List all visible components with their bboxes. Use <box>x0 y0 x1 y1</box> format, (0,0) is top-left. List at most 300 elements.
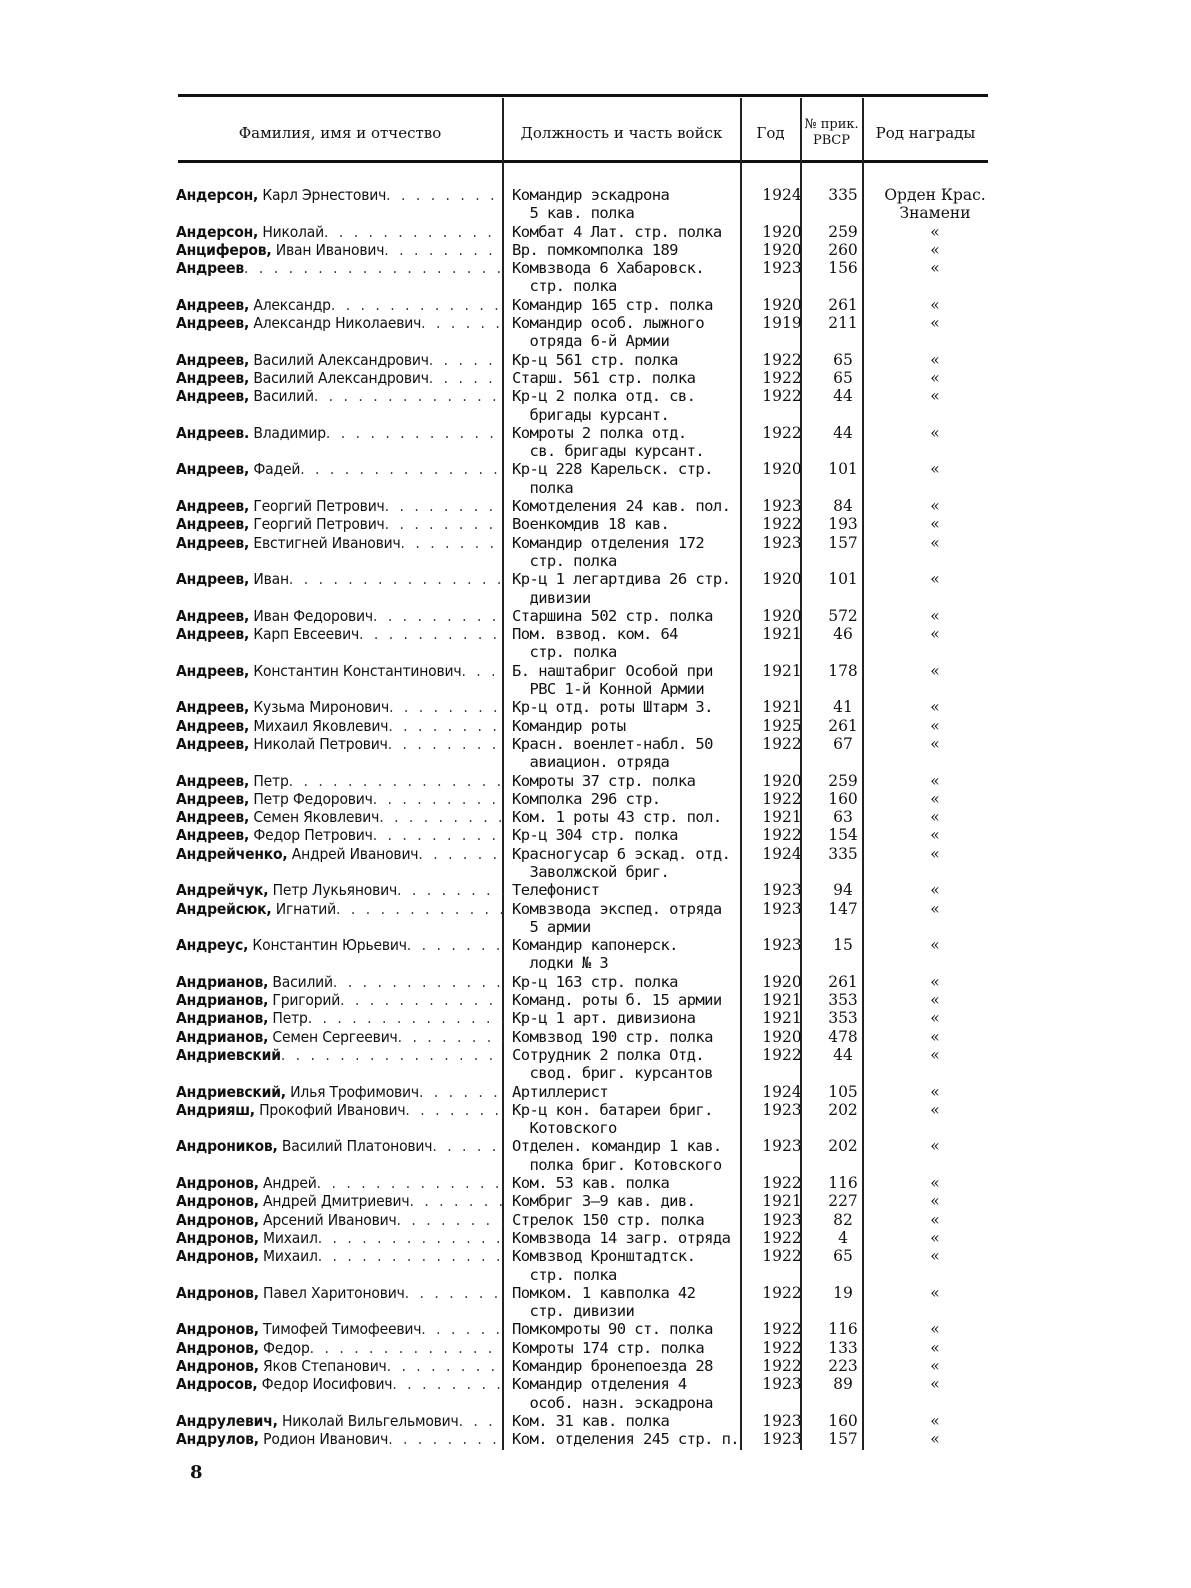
cell-award <box>874 351 996 369</box>
given-names: Федор <box>258 1338 310 1357</box>
cell-unit <box>504 1009 752 1027</box>
unit-line: Кр-ц 1 легартдива 26 стр. <box>512 570 731 589</box>
given-names: Николай <box>258 222 324 241</box>
header-unit: Должность и часть войск <box>520 124 723 142</box>
name-line <box>176 881 504 899</box>
leader-dots <box>331 296 504 314</box>
name-line <box>176 1412 504 1430</box>
cell-name <box>176 515 504 533</box>
page-number: 8 <box>190 1462 203 1483</box>
table-row <box>176 1375 996 1412</box>
surname: Андрияш, <box>176 1100 255 1119</box>
name-line <box>176 607 504 625</box>
table-row <box>176 662 996 699</box>
given-names: Василий <box>249 387 314 406</box>
unit-line: 5 кав. полка <box>512 204 635 223</box>
leader-dots <box>432 1137 504 1155</box>
surname: Андронов, <box>176 1247 259 1266</box>
table-row <box>176 369 996 387</box>
leader-dots <box>385 515 504 533</box>
cell-year: 1920 <box>762 295 802 314</box>
cell-unit <box>504 369 752 387</box>
unit-line: дивизии <box>512 588 591 607</box>
table-row <box>176 1430 996 1448</box>
unit-line: стр. полка <box>512 643 617 662</box>
cell-year: 1920 <box>762 606 802 625</box>
cell-award <box>874 1083 996 1101</box>
award-line: « <box>930 1338 940 1357</box>
award-line: « <box>930 899 940 918</box>
name-line <box>176 772 504 790</box>
cell-year: 1922 <box>762 734 802 753</box>
cell-unit <box>504 991 752 1009</box>
cell-award <box>874 241 996 259</box>
unit-line: Пом. взвод. ком. 64 <box>512 625 678 644</box>
leader-dots <box>281 1046 504 1064</box>
surname: Андреев. <box>176 423 250 442</box>
cell-order: 260 <box>828 240 858 259</box>
unit-line: Комвзвода экспед. отряда <box>512 899 722 918</box>
table-row <box>176 1229 996 1247</box>
cell-name <box>176 387 504 424</box>
cell-unit <box>504 1229 752 1247</box>
unit-line: Командир 165 стр. полка <box>512 295 713 314</box>
leader-dots <box>461 662 504 680</box>
name-line <box>176 534 504 552</box>
cell-year: 1922 <box>762 1357 802 1375</box>
unit-line: отряда 6-й Армии <box>512 332 670 351</box>
award-line: « <box>930 1430 940 1449</box>
cell-award <box>874 717 996 735</box>
award-line: « <box>930 1137 940 1156</box>
cell-name <box>176 1046 504 1083</box>
award-line: « <box>930 1082 940 1101</box>
table-row <box>176 1101 996 1138</box>
leader-dots <box>421 314 504 332</box>
unit-line: свод. бриг. курсантов <box>512 1064 713 1083</box>
cell-name <box>176 351 504 369</box>
award-line: « <box>930 515 940 534</box>
cell-year: 1920 <box>762 771 802 790</box>
table-row <box>176 1339 996 1357</box>
cell-order: 160 <box>828 1411 858 1430</box>
leader-dots <box>392 1375 504 1393</box>
cell-award <box>874 1009 996 1027</box>
name-line <box>176 1174 504 1192</box>
cell-year: 1922 <box>762 1338 802 1357</box>
cell-name <box>176 259 504 296</box>
leader-dots <box>373 826 504 844</box>
name-line <box>176 1430 504 1448</box>
table-row <box>176 607 996 625</box>
cell-award <box>874 790 996 808</box>
cell-name <box>176 570 504 607</box>
surname: Андреев, <box>176 533 250 552</box>
cell-unit <box>504 1192 752 1210</box>
cell-unit <box>504 772 752 790</box>
cell-unit <box>504 735 752 772</box>
cell-award <box>874 1357 996 1375</box>
cell-award <box>874 460 996 497</box>
header-order: № прик. РВСР <box>804 117 859 148</box>
surname: Андреев, <box>176 350 250 369</box>
award-line: « <box>930 259 940 278</box>
unit-line: Кр-ц отд. роты Штарм 3. <box>512 698 713 717</box>
surname: Андреев, <box>176 314 250 333</box>
cell-order: 116 <box>828 1320 858 1339</box>
table-row <box>176 314 996 351</box>
name-line <box>176 717 504 735</box>
unit-line: Комвзвод Кронштадтск. <box>512 1247 696 1266</box>
cell-name <box>176 1083 504 1101</box>
unit-line: Кр-ц 304 стр. полка <box>512 826 678 845</box>
table-row <box>176 515 996 533</box>
unit-line: Комбриг 3—9 кав. див. <box>512 1192 696 1211</box>
surname: Андронов, <box>176 1210 259 1229</box>
award-line: « <box>930 881 940 900</box>
cell-name <box>176 1430 504 1448</box>
cell-unit <box>504 1412 752 1430</box>
leader-dots <box>318 1229 504 1247</box>
cell-order: 94 <box>833 881 853 900</box>
award-line: « <box>930 808 940 827</box>
unit-line: стр. дивизии <box>512 1302 635 1321</box>
cell-unit <box>504 973 752 991</box>
award-line: « <box>930 698 940 717</box>
cell-name <box>176 698 504 716</box>
cell-order: 259 <box>828 771 858 790</box>
table-row <box>176 1174 996 1192</box>
given-names: Георгий Петрович <box>249 497 385 516</box>
cell-name <box>176 296 504 314</box>
cell-year: 1923 <box>762 1430 802 1449</box>
award-line: « <box>930 1174 940 1193</box>
surname: Андреев, <box>176 789 250 808</box>
cell-name <box>176 1412 504 1430</box>
given-names: Михаил <box>258 1247 318 1266</box>
given-names: Федор Петрович <box>249 826 373 845</box>
cell-name <box>176 424 504 461</box>
leader-dots <box>373 607 504 625</box>
cell-award <box>874 515 996 533</box>
leader-dots <box>359 625 504 643</box>
cell-unit <box>504 1247 752 1284</box>
cell-unit <box>504 1357 752 1375</box>
given-names: Карл Эрнестович <box>258 186 387 204</box>
surname: Андреев, <box>176 515 250 534</box>
leader-dots <box>379 808 504 826</box>
leader-dots <box>429 351 504 369</box>
name-line <box>176 1211 504 1229</box>
leader-dots <box>429 369 504 387</box>
given-names: Николай Вильгельмович <box>277 1411 459 1430</box>
leader-dots <box>333 973 504 991</box>
award-line: « <box>930 1027 940 1046</box>
leader-dots <box>387 1357 504 1375</box>
cell-order: 335 <box>828 844 858 863</box>
name-line <box>176 259 504 277</box>
cell-award <box>874 570 996 607</box>
name-line <box>176 1137 504 1155</box>
table-row <box>176 625 996 662</box>
cell-unit <box>504 570 752 607</box>
cell-order: 63 <box>833 808 853 827</box>
given-names: Прокофий Иванович <box>254 1100 406 1119</box>
surname: Андрианов, <box>176 991 269 1010</box>
cell-year: 1924 <box>762 1082 802 1101</box>
leader-dots <box>398 1028 504 1046</box>
award-line: « <box>930 1375 940 1394</box>
cell-unit <box>504 826 752 844</box>
cell-name <box>176 223 504 241</box>
unit-line: стр. полка <box>512 277 617 296</box>
cell-order: 44 <box>833 423 853 442</box>
cell-unit <box>504 607 752 625</box>
award-line: « <box>930 844 940 863</box>
cell-unit <box>504 1339 752 1357</box>
unit-line: Комбат 4 Лат. стр. полка <box>512 222 722 241</box>
name-line <box>176 991 504 1009</box>
cell-unit <box>504 1320 752 1338</box>
award-line: « <box>930 716 940 735</box>
leader-dots <box>418 845 504 863</box>
unit-line: Ком. 1 роты 43 стр. пол. <box>512 808 722 827</box>
surname: Андреев, <box>176 826 250 845</box>
cell-award <box>874 497 996 515</box>
cell-year: 1921 <box>762 991 802 1010</box>
surname: Андерсон, <box>176 222 259 241</box>
leader-dots <box>310 1339 504 1357</box>
unit-line: Комполка 296 стр. <box>512 789 661 808</box>
surname: Андреев, <box>176 771 250 790</box>
cell-year: 1920 <box>762 240 802 259</box>
table-row <box>176 387 996 424</box>
cell-unit <box>504 259 752 296</box>
surname: Андреев, <box>176 368 250 387</box>
award-line: « <box>930 570 940 589</box>
cell-award <box>874 973 996 991</box>
leader-dots <box>409 1192 504 1210</box>
surname: Андреев, <box>176 716 250 735</box>
award-line: « <box>930 1210 940 1229</box>
cell-year: 1924 <box>762 186 802 204</box>
cell-award <box>874 1192 996 1210</box>
name-line <box>176 369 504 387</box>
cell-order: 44 <box>833 1045 853 1064</box>
cell-award <box>874 1412 996 1430</box>
name-line <box>176 1192 504 1210</box>
award-line: « <box>930 423 940 442</box>
unit-line: Командир капонерск. <box>512 936 678 955</box>
cell-year: 1923 <box>762 1100 802 1119</box>
cell-year: 1922 <box>762 1283 802 1302</box>
given-names: Иван Иванович <box>271 240 385 259</box>
cell-order: 335 <box>828 186 858 204</box>
cell-unit <box>504 717 752 735</box>
leader-dots <box>388 735 504 753</box>
name-line <box>176 497 504 515</box>
table-row <box>176 698 996 716</box>
cell-order: 223 <box>828 1357 858 1375</box>
surname: Андерсон, <box>176 186 259 204</box>
surname: Андреев, <box>176 570 250 589</box>
cell-year: 1920 <box>762 972 802 991</box>
unit-line: особ. назн. эскадрона <box>512 1393 713 1412</box>
table-row <box>176 772 996 790</box>
name-line <box>176 1083 504 1101</box>
cell-order: 84 <box>833 497 853 516</box>
cell-order: 101 <box>828 570 858 589</box>
given-names: Александр Николаевич <box>249 314 422 333</box>
cell-year: 1923 <box>762 259 802 278</box>
given-names: Петр <box>268 1009 308 1028</box>
leader-dots <box>336 900 504 918</box>
unit-line: Командир эскадрона <box>512 186 670 204</box>
name-line <box>176 790 504 808</box>
surname: Андриевский, <box>176 1082 286 1101</box>
unit-line: Комвзвода 14 загр. отряда <box>512 1228 731 1247</box>
cell-award <box>874 881 996 899</box>
table-row <box>176 534 996 571</box>
cell-year: 1920 <box>762 222 802 241</box>
given-names: Арсений Иванович <box>258 1210 397 1229</box>
cell-unit <box>504 1046 752 1083</box>
name-line <box>176 698 504 716</box>
leader-dots <box>459 1412 504 1430</box>
table-row <box>176 900 996 937</box>
given-names: Илья Трофимович <box>285 1082 419 1101</box>
surname: Андрейченко, <box>176 844 288 863</box>
given-names: Андрей Иванович <box>287 844 419 863</box>
cell-name <box>176 845 504 882</box>
unit-line: Котовского <box>512 1119 617 1138</box>
award-line: « <box>930 368 940 387</box>
cell-name <box>176 497 504 515</box>
cell-year: 1922 <box>762 1045 802 1064</box>
cell-order: 157 <box>828 533 858 552</box>
surname: Андреев <box>176 259 245 278</box>
cell-order: 211 <box>828 314 858 333</box>
cell-year: 1922 <box>762 515 802 534</box>
surname: Андриевский <box>176 1045 281 1064</box>
unit-line: Помкомроты 90 ст. полка <box>512 1320 713 1339</box>
name-line <box>176 1101 504 1119</box>
cell-award <box>874 1320 996 1338</box>
surname: Андронов, <box>176 1338 259 1357</box>
table-row <box>176 241 996 259</box>
cell-award <box>874 1339 996 1357</box>
unit-line: лодки № 3 <box>512 954 609 973</box>
surname: Андрианов, <box>176 1027 269 1046</box>
name-line <box>176 826 504 844</box>
unit-line: Заволжской бриг. <box>512 862 670 881</box>
cell-order: 65 <box>833 350 853 369</box>
given-names: Андрей Дмитриевич <box>258 1192 410 1211</box>
cell-unit <box>504 460 752 497</box>
leader-dots <box>308 1009 504 1027</box>
table-row <box>176 186 996 223</box>
given-names: Василий <box>268 972 333 991</box>
cell-unit <box>504 1174 752 1192</box>
unit-line: Кр-ц кон. батареи бриг. <box>512 1100 713 1119</box>
unit-line: Военкомдив 18 кав. <box>512 515 670 534</box>
given-names: Федор Иосифович <box>257 1375 393 1394</box>
award-line: « <box>930 350 940 369</box>
cell-year: 1921 <box>762 625 802 644</box>
cell-order: 259 <box>828 222 858 241</box>
given-names: Карп Евсеевич <box>249 625 359 644</box>
award-line: « <box>930 826 940 845</box>
given-names: Иван <box>249 570 289 589</box>
cell-year: 1923 <box>762 533 802 552</box>
cell-unit <box>504 351 752 369</box>
surname: Андреев, <box>176 808 250 827</box>
unit-line: св. бригады курсант. <box>512 442 705 461</box>
unit-line: авиацион. отряда <box>512 753 670 772</box>
cell-year: 1919 <box>762 314 802 333</box>
name-line <box>176 186 504 204</box>
cell-year: 1922 <box>762 350 802 369</box>
name-line <box>176 973 504 991</box>
award-line: « <box>930 936 940 955</box>
given-names: Петр Федорович <box>249 789 373 808</box>
surname: Андросов, <box>176 1375 258 1394</box>
unit-line: Команд. роты б. 15 армии <box>512 991 722 1010</box>
table-row <box>176 808 996 826</box>
cell-name <box>176 1174 504 1192</box>
cell-award <box>874 534 996 571</box>
cell-award <box>874 808 996 826</box>
cell-year: 1921 <box>762 661 802 680</box>
leader-dots <box>401 534 504 552</box>
cell-unit <box>504 1028 752 1046</box>
cell-award <box>874 387 996 424</box>
cell-award <box>874 1028 996 1046</box>
award-line: « <box>930 240 940 259</box>
cell-year: 1921 <box>762 1009 802 1028</box>
cell-order: 261 <box>828 972 858 991</box>
cell-year: 1924 <box>762 844 802 863</box>
leader-dots <box>324 223 504 241</box>
surname: Андрианов, <box>176 1009 269 1028</box>
name-line <box>176 1028 504 1046</box>
cell-unit <box>504 424 752 461</box>
name-line <box>176 1046 504 1064</box>
header-name: Фамилия, имя и отчество <box>238 124 442 142</box>
award-line: « <box>930 1009 940 1028</box>
cell-unit <box>504 662 752 699</box>
surname: Андреев, <box>176 698 250 717</box>
cell-name <box>176 314 504 351</box>
cell-year: 1922 <box>762 368 802 387</box>
cell-year: 1921 <box>762 1192 802 1211</box>
cell-award <box>874 1247 996 1284</box>
leader-dots <box>314 387 504 405</box>
cell-unit <box>504 1430 752 1448</box>
cell-order: 101 <box>828 460 858 479</box>
given-names: Михаил <box>258 1228 318 1247</box>
leader-dots <box>326 424 504 442</box>
name-line <box>176 314 504 332</box>
award-line: « <box>930 972 940 991</box>
header-award: Род награды <box>875 124 976 142</box>
table-row <box>176 1192 996 1210</box>
award-line: « <box>930 222 940 241</box>
name-line <box>176 424 504 442</box>
surname: Андреев, <box>176 497 250 516</box>
cell-order: 154 <box>828 826 858 845</box>
table-row <box>176 1137 996 1174</box>
